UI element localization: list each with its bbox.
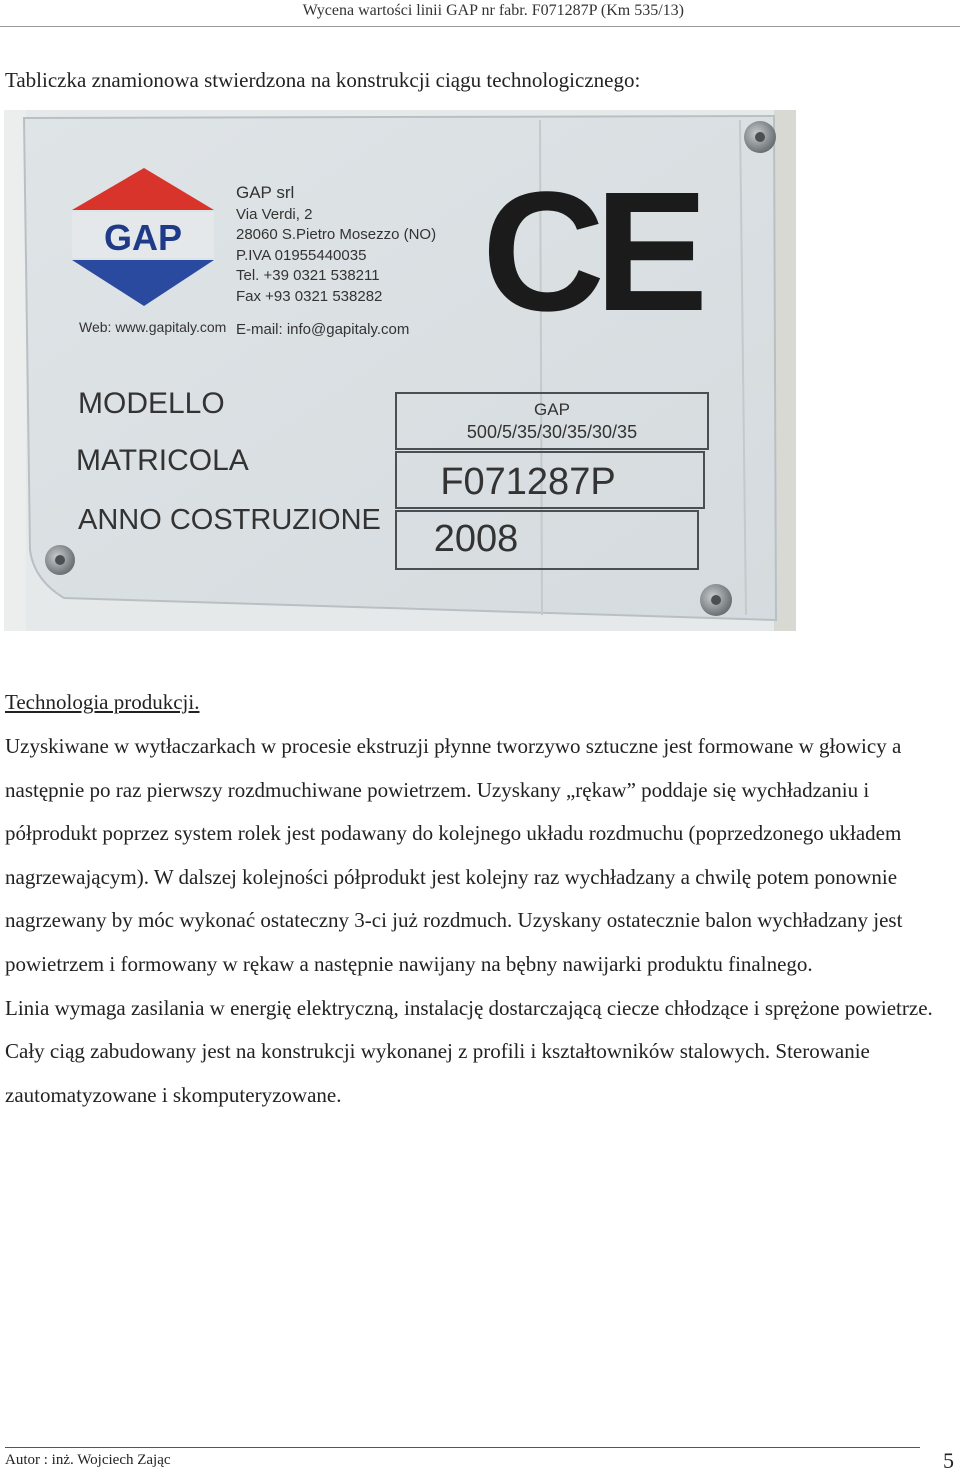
body-text	[5, 725, 950, 1117]
address-line1: Via Verdi, 2	[236, 206, 313, 223]
label-anno-costruzione: ANNO COSTRUZIONE	[78, 504, 381, 536]
year-value: 2008	[433, 518, 519, 560]
section-title: Technologia produkcji.	[5, 690, 200, 714]
header-title: Wycena wartości linii GAP nr fabr. F071287P (Km 535/13)	[302, 2, 684, 19]
nameplate-photo	[4, 110, 796, 631]
label-modello: MODELLO	[78, 387, 225, 420]
ce-mark: CE	[482, 157, 699, 347]
web-text: Web: www.gapitaly.com	[79, 319, 227, 335]
fax-number: Fax +93 0321 538282	[236, 288, 383, 305]
page-number: 5	[943, 1448, 954, 1473]
page-header	[0, 0, 960, 27]
logo-text: GAP	[103, 217, 183, 258]
label-matricola: MATRICOLA	[76, 444, 249, 477]
tel-number: Tel. +39 0321 538211	[236, 267, 380, 284]
address-line2: 28060 S.Pietro Mosezzo (NO)	[236, 226, 437, 243]
email-address: E-mail: info@gapitaly.com	[236, 321, 410, 338]
intro-text: Tabliczka znamionowa stwierdzona na konstrukcji ciągu technologicznego:	[5, 68, 641, 92]
screw-icon	[744, 121, 776, 153]
company-name: GAP srl	[236, 183, 295, 202]
paragraph: Uzyskiwane w wytłaczarkach w procesie ekstruzji płynne tworzywo sztuczne jest formowane w głowicy a następnie po raz pierwszy rozdmuchiwane powietrzem. Uzyskany „rękaw” poddaje się wychładzaniu i półprodukt poprzez system rolek jest podawany do kolejnego układu rozdmuchu (poprzedzonego układem nagrzewającym). W dalszej kolejności półprodukt jest kolejny raz wychładzany a chwilę potem ponownie nagrzewany by móc wykonać ostateczny 3-ci już rozdmuch. Uzyskany ostatecznie balon wychładzany jest powietrzem i formowany w rękaw a następnie nawijany na bębny nawijarki produktu finalnego.	[5, 734, 903, 976]
screw-icon	[45, 545, 75, 575]
model-line1: GAP	[534, 400, 570, 419]
model-line2: 500/5/35/30/35/30/35	[466, 422, 638, 442]
ce-mark-icon	[482, 157, 702, 347]
footer-author: Autor : inż. Wojciech Zając	[5, 1452, 171, 1468]
screw-icon	[700, 584, 732, 616]
footer-divider	[5, 1447, 920, 1448]
paragraph: Linia wymaga zasilania w energię elektryczną, instalację dostarczającą ciecze chłodzące i sprężone powietrze. Cały ciąg zabudowany jest na konstrukcji wykonanej z profili i kształtowników stalowych. Sterowanie zautomatyzowane i skomputeryzowane.	[5, 995, 933, 1107]
serial-value: F071287P	[440, 461, 616, 503]
vat-number: P.IVA 01955440035	[236, 247, 367, 264]
